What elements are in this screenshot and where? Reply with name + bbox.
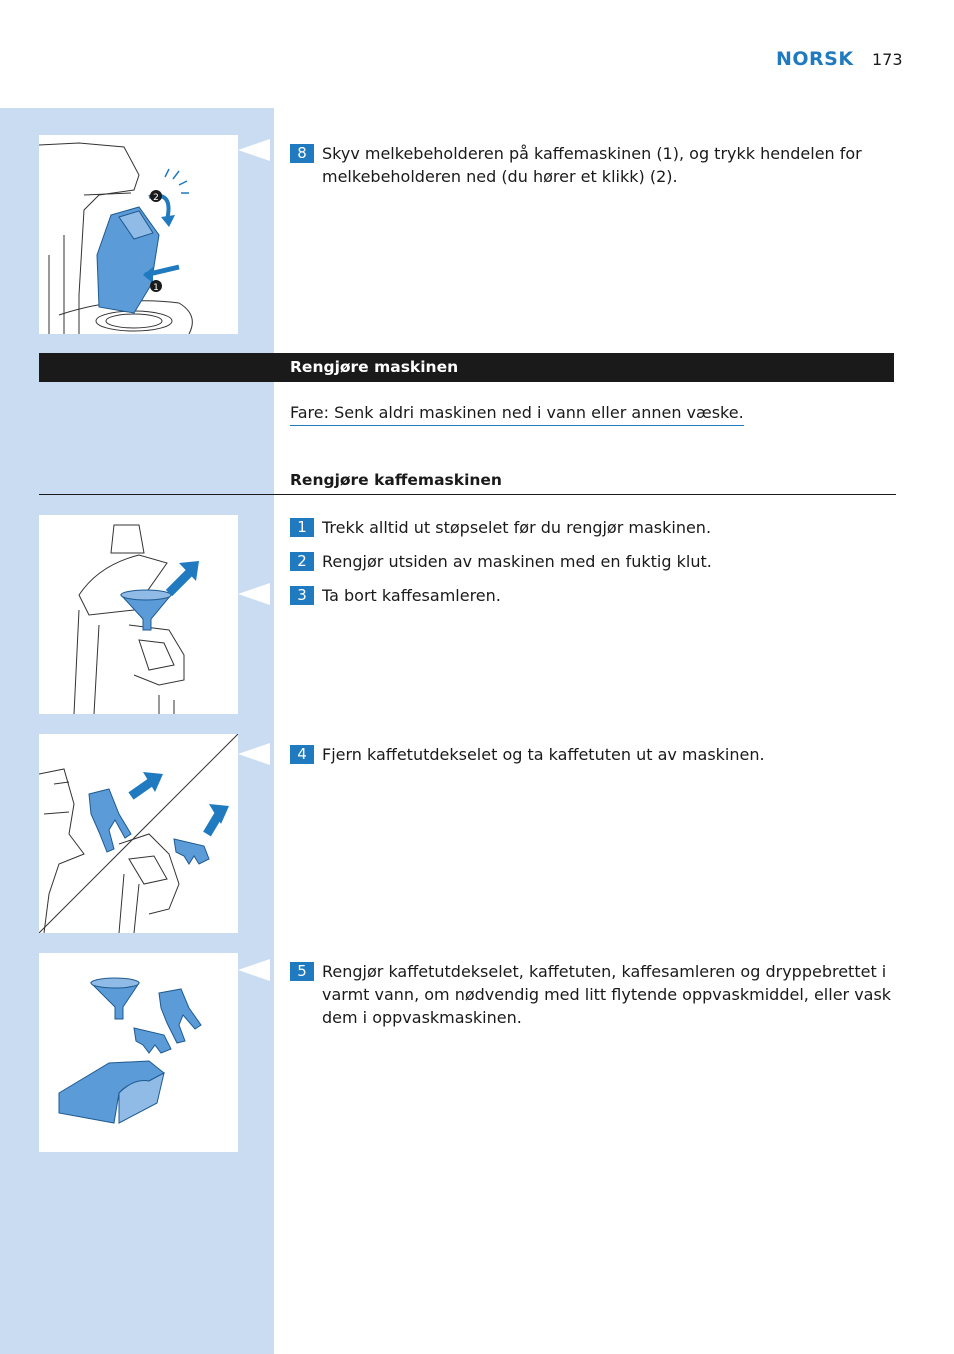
warning-text: Fare: Senk aldri maskinen ned i vann eller annen væske. <box>290 403 744 426</box>
subsection-rule <box>39 494 896 495</box>
section-header-bar <box>39 353 894 382</box>
pointer-triangle <box>238 959 270 981</box>
step-2 <box>290 550 896 573</box>
callout-1: 1 <box>153 283 159 293</box>
subsection-title: Rengjøre kaffemaskinen <box>290 471 502 489</box>
step-text: Trekk alltid ut støpselet før du rengjør maskinen. <box>322 518 712 537</box>
step-number: 8 <box>290 144 314 163</box>
step-text: Rengjør utsiden av maskinen med en fuktig klut. <box>322 552 712 571</box>
step-8 <box>290 142 896 188</box>
milk-container-illustration <box>39 135 238 334</box>
step-number: 1 <box>290 518 314 537</box>
figure-coffee-collector <box>39 515 238 714</box>
step-5 <box>290 960 896 1029</box>
step-text: Ta bort kaffesamleren. <box>322 586 501 605</box>
step-text: Fjern kaffetutdekselet og ta kaffetuten ut av maskinen. <box>322 745 765 764</box>
step-number: 3 <box>290 586 314 605</box>
step-number: 2 <box>290 552 314 571</box>
step-text: Rengjør kaffetutdekselet, kaffetuten, kaffesamleren og dryppebrettet i varmt vann, om nødvendig med litt flytende oppvaskmiddel, eller vask dem i oppvaskmaskinen. <box>322 962 892 1027</box>
pointer-triangle <box>238 743 270 765</box>
step-number: 5 <box>290 962 314 981</box>
figure-milk-container <box>39 135 238 334</box>
language-label: NORSK <box>776 48 854 70</box>
step-4 <box>290 743 896 766</box>
step-text: Skyv melkebeholderen på kaffemaskinen (1), og trykk hendelen for melkebeholderen ned (du hører et klikk) (2). <box>322 144 862 186</box>
section-title: Rengjøre maskinen <box>290 358 459 376</box>
step-number: 4 <box>290 745 314 764</box>
step-1 <box>290 516 896 539</box>
figure-spout-removal <box>39 734 238 933</box>
figure-parts-cleaning <box>39 953 238 1152</box>
pointer-triangle <box>238 583 270 605</box>
coffee-collector-illustration <box>39 515 238 714</box>
spout-removal-illustration <box>39 734 238 933</box>
pointer-triangle <box>238 139 270 161</box>
step-3 <box>290 584 896 607</box>
callout-2: 2 <box>153 193 159 203</box>
page-number: 173 <box>872 50 903 69</box>
parts-cleaning-illustration <box>39 953 238 1152</box>
